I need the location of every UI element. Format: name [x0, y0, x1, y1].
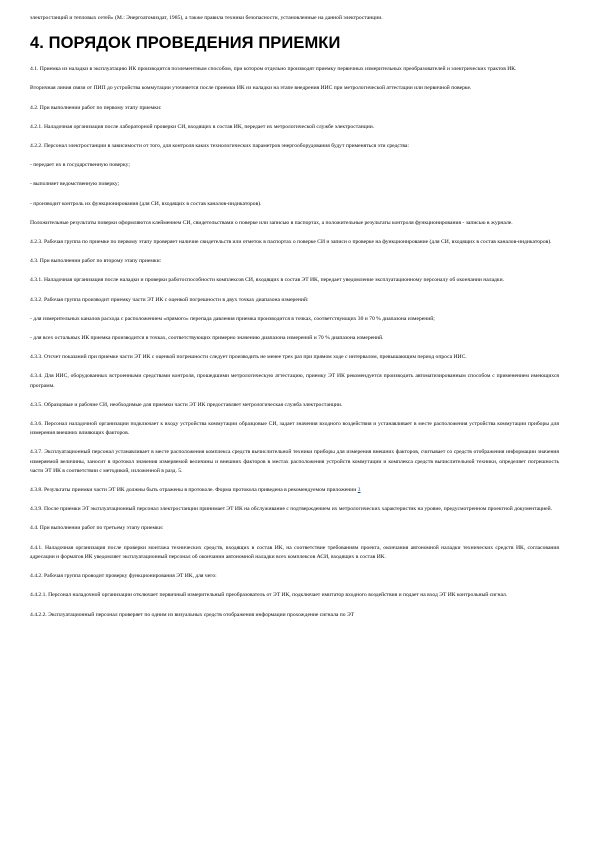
paragraph-4-3-3: 4.3.3. Отсчет показаний при приемке части ЭТ ИК с оценкой погрешности следует производить не менее трех раз при прямом ходе с интервалом, превышающим период опроса ИИС.	[30, 354, 467, 361]
paragraph-4-3-6: 4.3.6. Персонал наладочной организации подключает к входу устройства коммутации образцовые СИ, задает значения входного воздействия и устанавливает в месте расположения устройства коммутации приборы для измерения внешних влияющих факторов.	[30, 421, 559, 437]
intro-paragraph: электростанций и тепловых сетей» (М.: Энергоатомиздат, 1985), а также правила техники безопасности, установленные на данной электростанции.	[30, 15, 383, 21]
paragraph-4-3-8-text: 4.3.8. Результаты приемки части ЭТ ИК должны быть отражены в протоколе. Форма протокола приведена в рекомендуемом приложении	[30, 487, 357, 494]
list-item-flow-channels: - для измерительных каналов расхода с расположением «прямого» перепада давления приемка производится в точках, соответствующих 30 и 70 % диапазона измерений;	[30, 315, 435, 322]
list-item-state-verification: - передает их в государственную поверку;	[30, 162, 130, 169]
list-item-departmental-verification: - выполняет ведомственную поверку;	[30, 181, 120, 188]
paragraph-4-3-8	[30, 486, 559, 495]
paragraph-4-3-2: 4.3.2. Рабочая группа производит приемку части ЭТ ИК с оценкой погрешности в двух точках диапазона измерений:	[30, 296, 309, 303]
paragraph-4-3-5: 4.3.5. Образцовые и рабочие СИ, необходимые для приемки части ЭТ ИК предоставляет метрологическая служба электростанции.	[30, 401, 343, 408]
paragraph-4-4-2: 4.4.2. Рабочая группа проводит проверку функционирования ЭТ ИК, для чего:	[30, 573, 217, 580]
paragraph-4-2: 4.2. При выполнении работ по первому этапу приемки:	[30, 104, 162, 111]
paragraph-4-3-4: 4.3.4. Для ИИС, оборудованных встроенными средствами контроля, прошедшими метрологическую аттестацию, приемку ЭТ ИК рекомендуется производить автоматизированным способом с применением имеющихся программ.	[30, 373, 559, 389]
paragraph-4-4-2-2: 4.4.2.2. Эксплуатационный персонал проверяет по одним из визуальных средств отображения информации прохождение сигнала по ЭТ	[30, 611, 355, 618]
list-item-other-channels: - для всех остальных ИК приемка производится в точках, соответствующих примерно значению диапазона измерений и 70 % диапазона измерений.	[30, 335, 384, 342]
paragraph-4-4-1: 4.4.1. Наладочная организация после проверки монтажа технических средств, входящих в состав ИК, на соответствие требованиям проекта, окончания автономной наладки технических средств ИК, согласования адресации и форматов ИК уведомляет эксплуатационный персонал об окончании автономной наладки всех комплексов АСИ, входящих в состав ИК.	[30, 544, 559, 560]
paragraph-4-2-1: 4.2.1. Наладочная организация после лабораторной проверки СИ, входящих в состав ИК, передает их метрологической службе электростанции.	[30, 123, 375, 130]
paragraph-4-3: 4.3. При выполнении работ по второму этапу приемки:	[30, 258, 162, 265]
paragraph-4-4: 4.4. При выполнении работ по третьему этапу приемки:	[30, 525, 164, 532]
appendix-link[interactable]: 3	[357, 487, 361, 494]
paragraph-4-3-1: 4.3.1. Наладочная организация после наладки и проверки работоспособности комплексов СИ, входящих в состав ЭТ ИК, передает уведомление эксплуатационному персоналу об окончании наладки.	[30, 277, 505, 284]
section-heading: 4. ПОРЯДОК ПРОВЕДЕНИЯ ПРИЕМКИ	[30, 34, 341, 53]
paragraph-4-4-2-1: 4.4.2.1. Персонал наладочной организации отключает первичный измерительный преобразователь от ЭТ ИК, подключает имитатор входного воздействия и подает на вход ЭТ ИК контрольный сигнал.	[30, 592, 508, 599]
list-item-function-check: - производит контроль их функционирования (для СИ, входящих в состав каналов-индикаторов).	[30, 200, 262, 207]
paragraph-4-3-7: 4.3.7. Эксплуатационный персонал устанавливает в месте расположения комплекса средств вычислительной техники приборы для измерения внешних факторов, считывает со средств отображения информации значения измеряемой величины, заносит в протокол значения измеряемой величины и внешних факторов в местах расположения устройств коммутации и комплекса средств вычислительной техники, определяет погрешность части ЭТ ИК в соответствии с методикой, изложенной в разд. 5.	[30, 449, 559, 474]
paragraph-4-2-2: 4.2.2. Персонал электростанции в зависимости от того, для контроля каких технологических параметров энергооборудования будут применяться эти средства:	[30, 143, 409, 150]
paragraph-4-2-3: 4.2.3. Рабочая группа по приемке по первому этапу проверяет наличие свидетельств или отметок в паспортах о поверке СИ и записи о проверке на функционирование (для СИ, входящих в состав каналов-индикаторов).	[30, 239, 552, 246]
paragraph-4-3-9: 4.3.9. После приемки ЭТ эксплуатационный персонал электростанции принимает ЭТ ИК на обслуживание с подтверждением их метрологических характеристик на уровне, предусмотренном проектной документацией.	[30, 506, 552, 513]
paragraph-secondary-line: Вторичная линия связи от ПИП до устройства коммутации уточняется после приемки ИК из наладки на этапе внедрения ИИС при метрологической аттестации или первичной поверке.	[30, 85, 472, 92]
paragraph-positive-results: Положительные результаты поверки оформляются клеймением СИ, свидетельствами о поверке или записью в паспортах, а положительные результаты контроля функционирования - записью в журнале.	[30, 219, 513, 226]
paragraph-4-1: 4.1. Приемка из наладки в эксплуатацию ИК производится поэлементным способом, при котором отдельно производят приемку первичных измерительных преобразователей и электрических трактов ИК.	[30, 66, 517, 73]
